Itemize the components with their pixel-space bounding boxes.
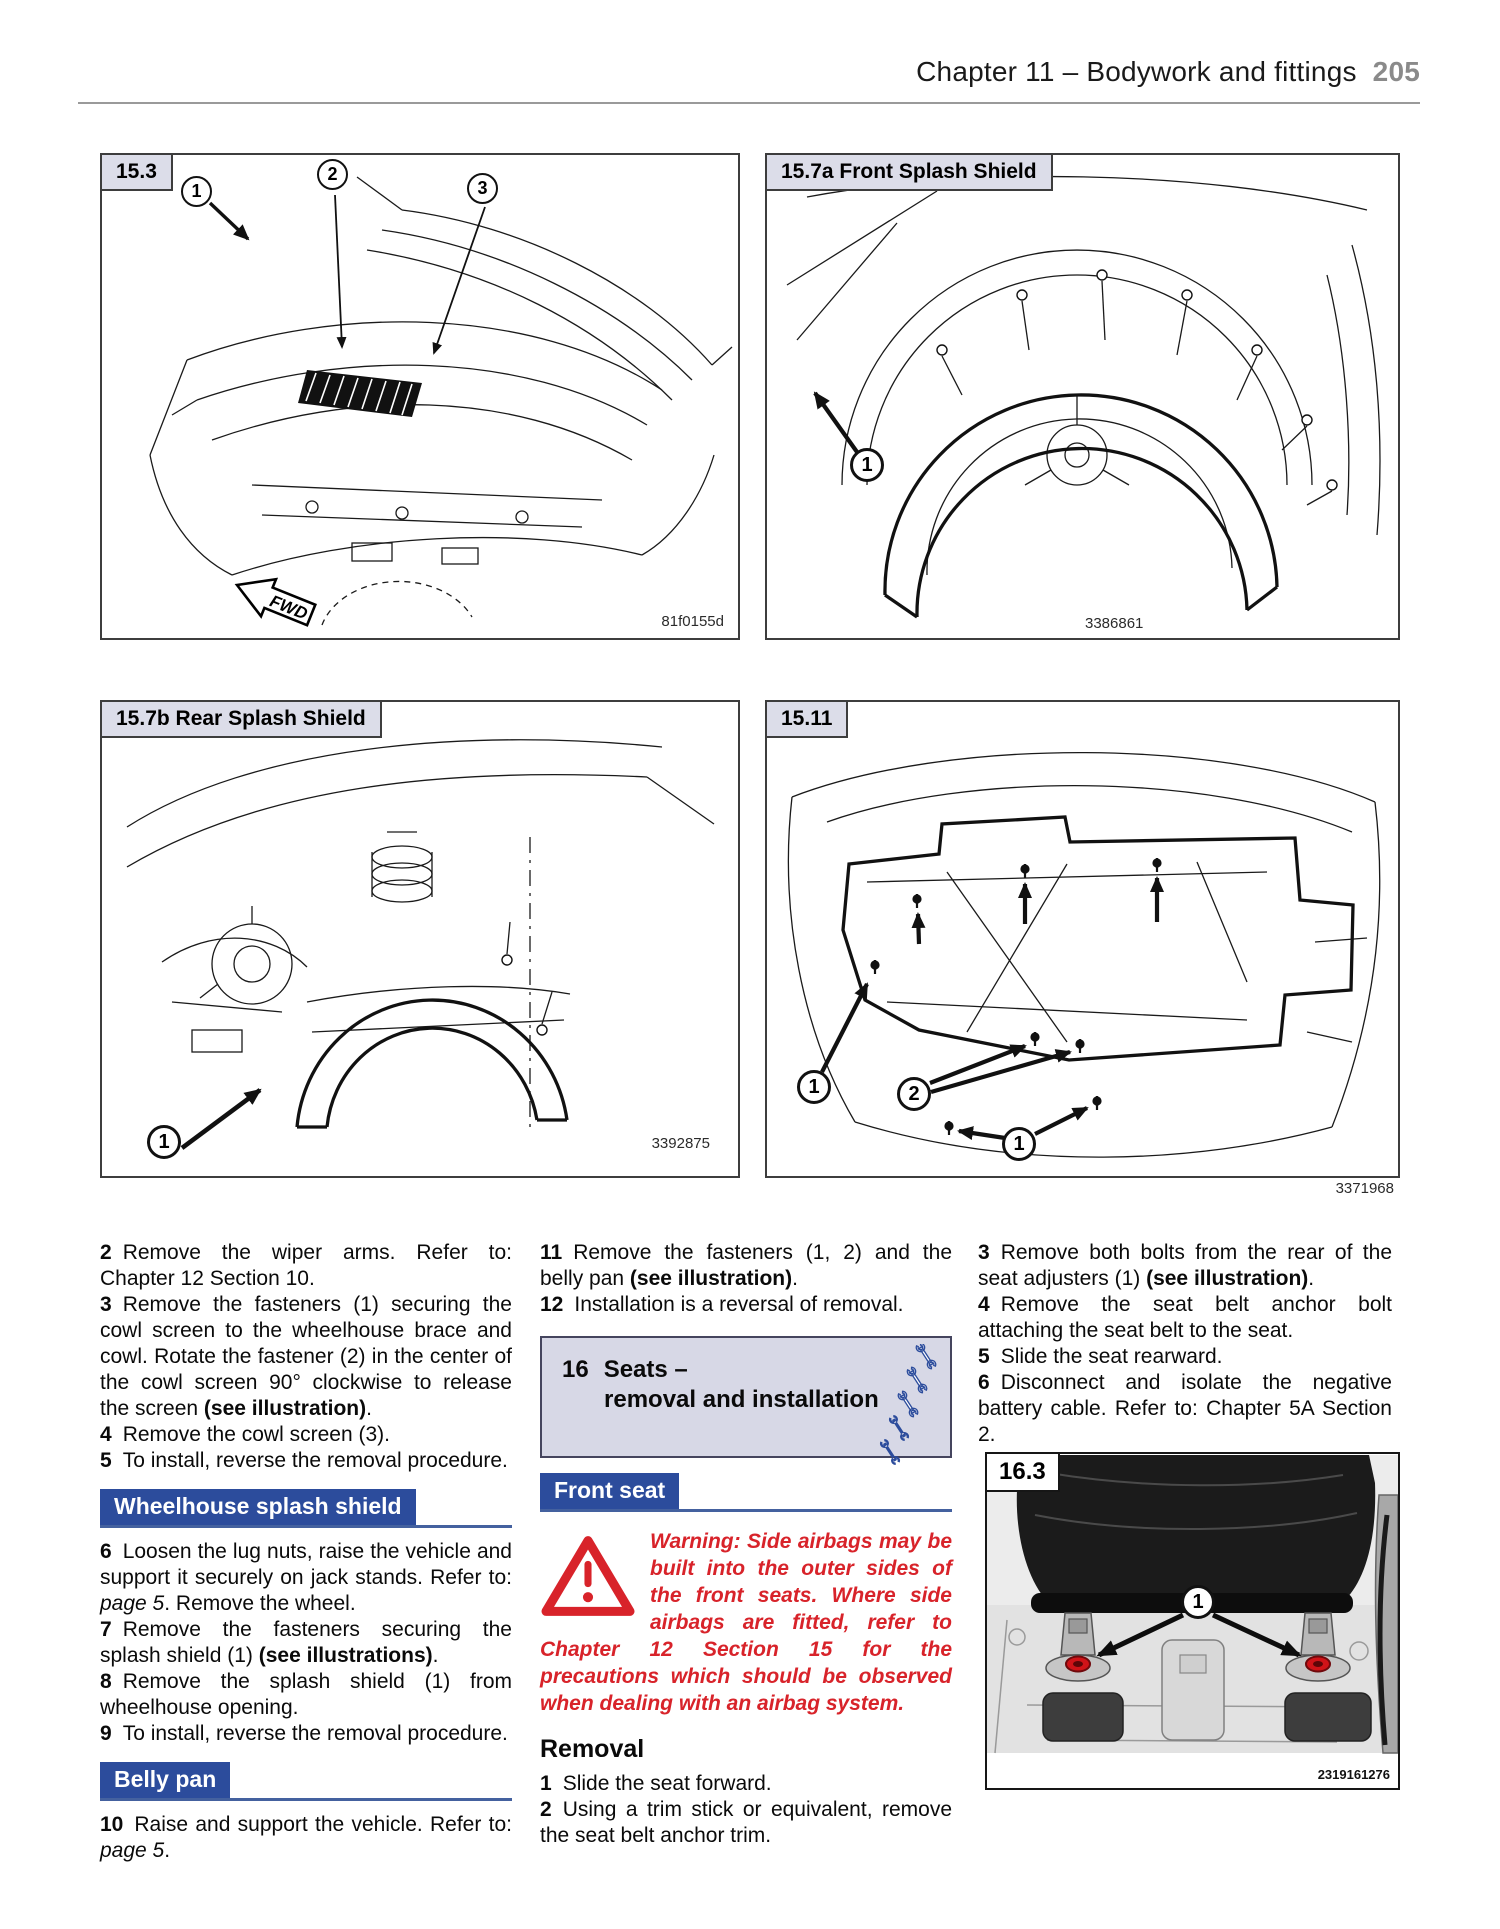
figure-15-11-label: 15.11 bbox=[765, 700, 848, 738]
section-heading bbox=[100, 1489, 512, 1528]
step-paragraph: 3 Remove both bolts from the rear of the seat adjusters (1) (see illustration). bbox=[978, 1241, 1392, 1290]
figure-ref-number: 2319161276 bbox=[1317, 1767, 1390, 1782]
step-paragraph: 6 Disconnect and isolate the negative battery cable. Refer to: Chapter 5A Section 2. bbox=[978, 1371, 1392, 1446]
airbag-warning bbox=[540, 1528, 952, 1717]
figure-15-7a bbox=[765, 153, 1400, 640]
figure-callout: 3 bbox=[467, 173, 498, 204]
figure-16-3-label: 16.3 bbox=[985, 1452, 1060, 1492]
figure-15-11 bbox=[765, 700, 1400, 1197]
step-paragraph: 10 Raise and support the vehicle. Refer to: page 5. bbox=[100, 1813, 512, 1862]
belly-pan-line-art bbox=[767, 702, 1398, 1176]
figure-15-7a-label: 15.7a Front Splash Shield bbox=[765, 153, 1053, 191]
cowl-screen-line-art bbox=[102, 155, 738, 638]
figure-callout: 2 bbox=[317, 159, 348, 190]
step-paragraph: 3 Remove the fasteners (1) securing the cowl screen to the wheelhouse brace and cowl. Rotate the fastener (2) in the center of the cowl screen 90° clockwise to release the screen (see illustration). bbox=[100, 1293, 512, 1420]
figure-ref-number: 3392875 bbox=[651, 1135, 710, 1152]
removal-subheading: Removal bbox=[540, 1735, 645, 1763]
step-paragraph: 5 To install, reverse the removal procedure. bbox=[100, 1449, 508, 1472]
figure-15-3 bbox=[100, 153, 740, 640]
step-paragraph: 5 Slide the seat rearward. bbox=[978, 1345, 1223, 1368]
figure-callout: 1 bbox=[1181, 1585, 1215, 1619]
section-16-title-box bbox=[540, 1336, 952, 1458]
section-heading bbox=[100, 1762, 512, 1801]
rear-splash-shield-line-art bbox=[102, 702, 738, 1176]
figure-15-3-label: 15.3 bbox=[100, 153, 173, 191]
figure-callout: 1 bbox=[797, 1070, 831, 1104]
step-paragraph: 4 Remove the seat belt anchor bolt attaching the seat belt to the seat. bbox=[978, 1293, 1392, 1342]
fwd-arrow bbox=[230, 566, 319, 633]
header-rule bbox=[78, 102, 1420, 104]
difficulty-spanner-icons bbox=[878, 1344, 942, 1468]
figure-callout: 1 bbox=[1002, 1127, 1036, 1161]
step-paragraph: 9 To install, reverse the removal procedure. bbox=[100, 1722, 508, 1745]
page-number: 205 bbox=[1372, 56, 1420, 87]
section-heading-label: Belly pan bbox=[100, 1762, 230, 1798]
figure-callout: 1 bbox=[850, 448, 884, 482]
step-paragraph: 2 Remove the wiper arms. Refer to: Chapter 12 Section 10. bbox=[100, 1241, 512, 1290]
section-heading-label: Wheelhouse splash shield bbox=[100, 1489, 416, 1525]
section-heading bbox=[540, 1473, 952, 1512]
step-paragraph: 8 Remove the splash shield (1) from wheelhouse opening. bbox=[100, 1670, 512, 1719]
step-paragraph: 4 Remove the cowl screen (3). bbox=[100, 1423, 390, 1446]
text-column-middle bbox=[540, 1240, 952, 1849]
figure-ref-number: 3371968 bbox=[1335, 1180, 1394, 1197]
step-paragraph: 7 Remove the fasteners securing the splash shield (1) (see illustrations). bbox=[100, 1618, 512, 1667]
step-paragraph: 1 Slide the seat forward. bbox=[540, 1772, 772, 1795]
step-paragraph: 6 Loosen the lug nuts, raise the vehicle and support it securely on jack stands. Refer to: page 5. Remove the wheel. bbox=[100, 1540, 512, 1615]
warning-text: Warning: Side airbags may be built into the outer sides of the front seats. Where side airbags are fitted, refer to Chapter 12 Section 15 for the precautions which should be observed when dealing with an airbag system. bbox=[540, 1530, 952, 1715]
warning-triangle-icon bbox=[540, 1533, 636, 1619]
section-16-subtitle: removal and installation bbox=[604, 1386, 879, 1413]
figure-callout: 1 bbox=[147, 1125, 181, 1159]
front-splash-shield-line-art bbox=[767, 155, 1398, 638]
figure-callout: 1 bbox=[181, 176, 212, 207]
figure-15-7b-label: 15.7b Rear Splash Shield bbox=[100, 700, 382, 738]
step-paragraph: 12 Installation is a reversal of removal. bbox=[540, 1293, 904, 1316]
figure-15-7b bbox=[100, 700, 740, 1178]
section-16-title: 16 Seats – bbox=[562, 1356, 688, 1383]
figure-ref-number: 3386861 bbox=[1085, 615, 1144, 632]
text-column-left bbox=[100, 1240, 512, 1864]
text-column-right bbox=[978, 1240, 1392, 1448]
figure-ref-number: 81f0155d bbox=[661, 613, 724, 630]
svg-text:FWD: FWD bbox=[267, 591, 311, 624]
step-paragraph: 2 Using a trim stick or equivalent, remove the seat belt anchor trim. bbox=[540, 1798, 952, 1847]
figure-callout: 2 bbox=[897, 1077, 931, 1111]
chapter-title: Chapter 11 – Bodywork and fittings bbox=[916, 56, 1357, 87]
step-paragraph: 11 Remove the fasteners (1, 2) and the belly pan (see illustration). bbox=[540, 1241, 952, 1290]
section-heading-label: Front seat bbox=[540, 1473, 679, 1509]
figure-16-3 bbox=[985, 1452, 1400, 1790]
page-header bbox=[78, 56, 1420, 88]
